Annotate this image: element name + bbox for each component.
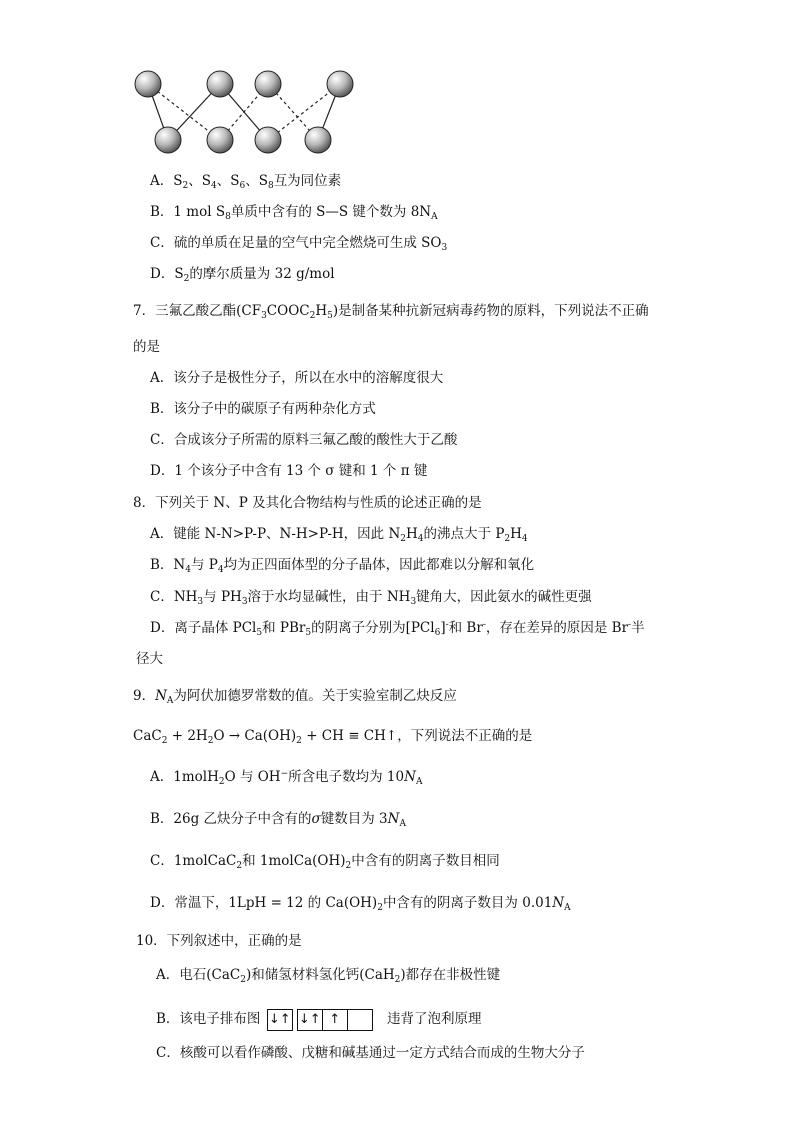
q7-stem: 7．三氟乙酸乙酯$(CF_3COOC_2H_5)$是制备某种抗新冠病毒药物的原料，下列说法不正确: [133, 303, 649, 321]
orbital-box-2p: ↓↑ ↑: [297, 1009, 373, 1031]
q7-option-c[interactable]: C．合成该分子所需的原料三氟乙酸的酸性大于乙酸: [150, 432, 458, 448]
sulfur-atom: [255, 127, 281, 153]
q8-stem: 8．下列关于 N、P 及其化合物结构与性质的论述正确的是: [133, 495, 482, 511]
q9-option-c[interactable]: C．1molCaC$_2$和 $1molCa(OH)_2$中含有的阴离子数目相同: [150, 853, 500, 871]
sulfur-atom: [207, 71, 233, 97]
sulfur-atom: [305, 127, 331, 153]
q10-option-c[interactable]: C．核酸可以看作磷酸、戊糖和碱基通过一定方式结合而成的生物大分子: [156, 1045, 585, 1061]
q9-equation: $CaC_2 + 2H_2O \to Ca(OH)_2$ + CH ≡ CH↑，下列说法不正确的是: [133, 728, 533, 746]
q8-option-a[interactable]: A．键能 N-N>P-P、N-H>P-H，因此 $N_2H_4$的沸点大于 $P_2H_4$: [150, 526, 528, 544]
q8-option-b[interactable]: B．$N_4$与 $P_4$均为正四面体型的分子晶体，因此都难以分解和氧化: [150, 557, 535, 575]
q7-option-a[interactable]: A．该分子是极性分子，所以在水中的溶解度很大: [150, 370, 444, 386]
q9-stem: 9．$N_A$为阿伏加德罗常数的值。关于实验室制乙炔反应: [133, 688, 457, 706]
sulfur-atom: [255, 71, 281, 97]
q10-option-a[interactable]: A．电石(CaC$_2$)和储氢材料氢化钙(CaH$_2$)都存在非极性键: [156, 967, 501, 985]
sulfur-atom: [207, 127, 233, 153]
q8-option-c[interactable]: C．$NH_3$与 $PH_3$溶于水均显碱性，由于 $NH_3$键角大，因此氨水的碱性更强: [150, 589, 592, 607]
q6-option-d[interactable]: D．$S_2$的摩尔质量为 32 g/mol: [150, 266, 335, 284]
q7-option-d[interactable]: D．1 个该分子中含有 13 个 σ 键和 1 个 π 键: [150, 463, 428, 479]
q7-stem-cont: 的是: [133, 339, 160, 355]
s8-molecule-diagram: [128, 62, 358, 162]
q6-option-b[interactable]: B．1 mol $S_8$单质中含有的 S—S 键个数为 $8N_A$: [150, 204, 438, 222]
q8-option-d-cont: 径大: [136, 651, 163, 667]
orbital-box-1s: ↓↑: [267, 1009, 293, 1031]
q8-option-d[interactable]: D．离子晶体 PCl$_5$和 PBr$_5$的阴离子分别为[PCl$_6$]-和 Br-，存在差异的原因是 Br-半: [150, 620, 645, 638]
q9-option-d[interactable]: D．常温下，1LpH = 12 的 $Ca(OH)_2$中含有的阴离子数目为 $0.01N_A$: [150, 895, 571, 913]
q10-stem: 10．下列叙述中，正确的是: [136, 933, 302, 949]
q7-formula: $(CF_3COOC_2H_5)$: [236, 303, 339, 321]
q6-option-c[interactable]: C．硫的单质在足量的空气中完全燃烧可生成 $SO_3$: [150, 235, 448, 253]
q10-option-b[interactable]: B．该电子排布图 ↓↑ ↓↑ ↑ 违背了泡利原理: [156, 1007, 482, 1031]
q7-option-b[interactable]: B．该分子中的碳原子有两种杂化方式: [150, 401, 376, 417]
sulfur-atom: [327, 71, 353, 97]
q9-option-a[interactable]: A．1molH$_2$O 与 OH−所含电子数均为 $10N_A$: [150, 769, 423, 787]
sulfur-atom: [135, 71, 161, 97]
q9-option-b[interactable]: B．26g 乙炔分子中含有的σ键数目为 $3N_A$: [150, 811, 406, 829]
sulfur-atom: [155, 127, 181, 153]
q6-option-a[interactable]: A．$S_2$、$S_4$、$S_6$、$S_8$互为同位素: [150, 173, 342, 191]
